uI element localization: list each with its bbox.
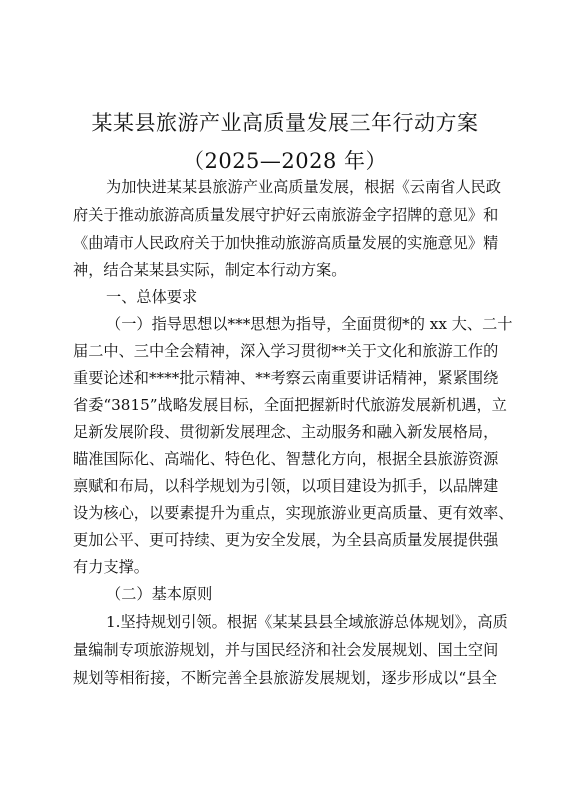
paragraph-line: 足新发展阶段、贯彻新发展理念、主动服务和融入新发展格局， — [73, 423, 499, 441]
document-subtitle-years: （2025—2028 年） — [182, 149, 388, 173]
paragraph-line: 有力支撑。 — [73, 558, 149, 576]
intro-line: 府关于推动旅游高质量发展守护好云南旅游金字招牌的意见》和 — [73, 206, 499, 224]
paragraph-line: 规划等相衔接，不断完善全县旅游发展规划，逐步形成以“县全 — [73, 669, 497, 687]
paragraph-line: 量编制专项旅游规划，并与国民经济和社会发展规划、国土空间 — [73, 641, 499, 659]
paragraph-line: （一）指导思想以***思想为指导，全面贯彻*的 xx 大、二十 — [106, 315, 513, 333]
paragraph-line: 省委“3815”战略发展目标，全面把握新时代旅游发展新机遇，立 — [73, 396, 507, 414]
paragraph-line: 重要论述和****批示精神、**考察云南重要讲话精神，紧紧围绕 — [73, 369, 499, 387]
paragraph-line: 1.坚持规划引领。根据《某某县县全域旅游总体规划》，高质 — [106, 613, 508, 631]
paragraph-line: 届二中、三中全会精神，深入学习贯彻**关于文化和旅游工作的 — [73, 342, 499, 360]
subsection-heading: （二）基本原则 — [106, 585, 213, 603]
intro-line: 《曲靖市人民政府关于加快推动旅游高质量发展的实施意见》精 — [73, 234, 499, 252]
paragraph-line: 设为核心，以要素提升为重点，实现旅游业更高质量、更有效率、 — [73, 504, 514, 522]
paragraph-line: 瞄准国际化、高端化、特色化、智慧化方向，根据全县旅游资源 — [73, 450, 499, 468]
intro-line: 为加快进某某县旅游产业高质量发展，根据《云南省人民政 — [106, 178, 501, 196]
intro-line: 神，结合某某县实际，制定本行动方案。 — [73, 261, 347, 279]
section-heading: 一、总体要求 — [106, 288, 198, 306]
paragraph-line: 更加公平、更可持续、更为安全发展，为全县高质量发展提供强 — [73, 531, 499, 549]
document-title: 某某县旅游产业高质量发展三年行动方案 — [91, 111, 479, 135]
paragraph-line: 禀赋和布局，以科学规划为引领，以项目建设为抓手，以品牌建 — [73, 477, 499, 495]
